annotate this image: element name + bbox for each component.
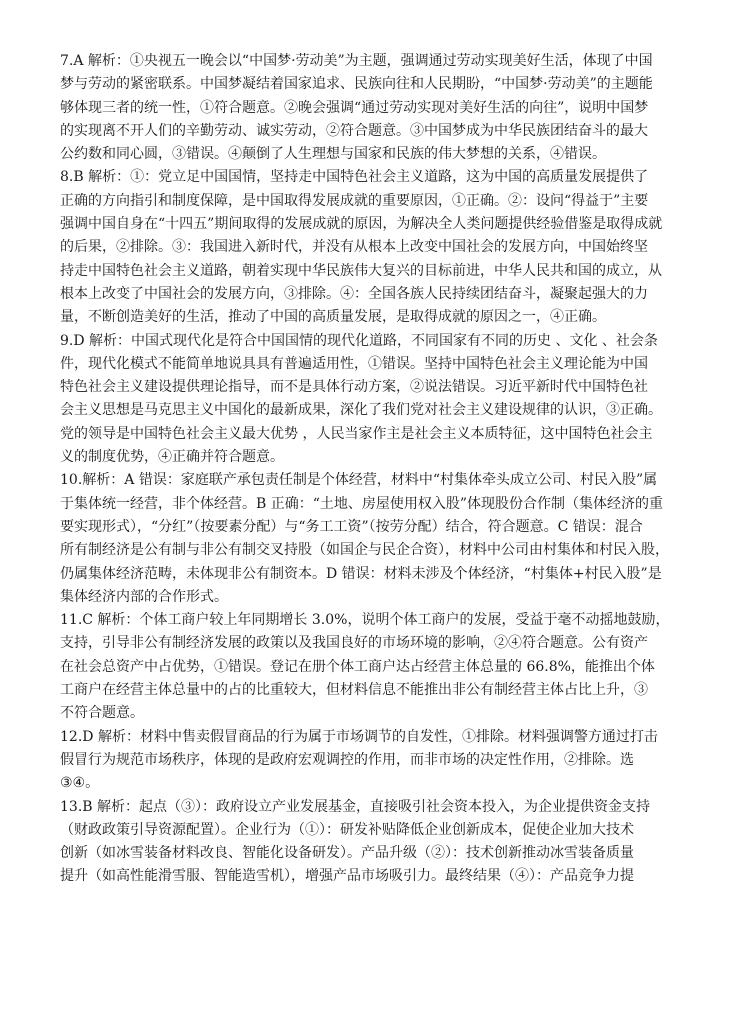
text-line: 根本上改变了中国社会的发展方向，③排除。④：全国各族人民持续团结奋斗，凝聚起强大的力 <box>60 285 648 302</box>
text-line: 仍属集体经济范畴，未体现非公有制资本。D 错误：材料未涉及个体经济，“村集体+村民入股”是 <box>60 565 662 582</box>
answer-explanations <box>60 50 684 889</box>
text-line: 够体现三者的统一性，①符合题意。②晚会强调“通过劳动实现对美好生活的向往”，说明中国梦 <box>60 99 649 116</box>
text-line: 11.C 解析：个体工商户较上年同期增长 3.0%，说明个体工商户的发展，受益于毫不动摇地鼓励， <box>60 612 670 629</box>
text-line: 正确的方向指引和制度保障，是中国取得发展成就的重要原因，①正确。②：设问“得益于”主要 <box>60 192 649 209</box>
text-line: 假冒行为规范市场秩序，体现的是政府宏观调控的作用，而非市场的决定性作用，②排除。选 <box>60 751 634 768</box>
text-line: （财政政策引导资源配置）。企业行为（①）：研发补贴降低企业创新成本，促使企业加大技术 <box>60 821 634 838</box>
text-line: 的实现离不开人们的辛勤劳动、诚实劳动，②符合题意。③中国梦成为中华民族团结奋斗的最大 <box>60 122 648 139</box>
text-line: 在社会总资产中占优势，①错误。登记在册个体工商户达占经营主体总量的 66.8%，能推出个体 <box>60 658 655 675</box>
text-line: 党的领导是中国特色社会主义最大优势 ，人民当家作主是社会主义本质特征，这中国特色社会主 <box>60 425 653 442</box>
text-line: 工商户在经营主体总量中的占的比重较大，但材料信息不能推出非公有制经营主体占比上升，③ <box>60 682 648 699</box>
text-line: 集体经济内部的合作形式。 <box>60 588 228 605</box>
text-line: 10.解析：A 错误：家庭联产承包责任制是个体经营，材料中“村集体牵头成立公司、村民入股”属 <box>60 472 658 489</box>
text-line: 13.B 解析：起点（③）：政府设立产业发展基金，直接吸引社会资本投入，为企业提供资金支持 <box>60 798 651 815</box>
text-line: 12.D 解析：材料中售卖假冒商品的行为属于市场调节的自发性，①排除。材料强调警方通过打击 <box>60 728 658 745</box>
text-line: 于集体统一经营，非个体经营。B 正确：“土地、房屋使用权入股”体现股份合作制（集体经济的重 <box>60 495 664 512</box>
text-line: 创新（如冰雪装备材料改良、智能化设备研发）。产品升级（②）：技术创新推动冰雪装备质量 <box>60 845 634 862</box>
text-line: 支持，引导非公有制经济发展的政策以及我国良好的市场环境的影响，②④符合题意。公有资产 <box>60 635 648 652</box>
text-line: 量，不断创造美好的生活，推动了中国的高质量发展，是取得成就的原因之一，④正确。 <box>60 309 606 326</box>
text-line: 强调中国自身在“十四五”期间取得的发展成就的原因，为解决全人类问题提供经验借鉴是取得成就 <box>60 216 663 233</box>
text-line: 9.D 解析：中国式现代化是符合中国国情的现代化道路，不同国家有不同的历史 、文化 、社会条 <box>60 332 658 349</box>
text-line: 7.A 解析：①央视五一晚会以“中国梦·劳动美”为主题，强调通过劳动实现美好生活，体现了中国 <box>60 53 653 69</box>
text-line: 公约数和同心圆，③错误。④颠倒了人生理想与国家和民族的伟大梦想的关系，④错误。 <box>60 146 606 163</box>
text-line: 义的制度优势，④正确并符合题意。 <box>60 449 284 466</box>
text-line: 梦与劳动的紧密联系。中国梦凝结着国家追求、民族向往和人民期盼，“中国梦·劳动美”的主题能 <box>60 76 653 93</box>
text-line: 不符合题意。 <box>60 705 144 722</box>
text-line: 8.B 解析：①：党立足中国国情，坚持走中国特色社会主义道路，这为中国的高质量发展提供了 <box>60 169 649 186</box>
text-line: 特色社会主义建设提供理论指导，而不是具体行动方案，②说法错误。习近平新时代中国特色社 <box>60 379 648 396</box>
text-line: 所有制经济是公有制与非公有制交叉持股（如国企与民企合资），材料中公司由村集体和村民入股， <box>60 542 669 559</box>
text-line: 提升（如高性能滑雪服、智能造雪机），增强产品市场吸引力。最终结果（④）：产品竞争力提 <box>60 868 634 885</box>
text-line: 的后果，②排除。③：我国进入新时代，并没有从根本上改变中国社会的发展方向，中国始终坚 <box>60 239 648 256</box>
text-line: 要实现形式），“分红”（按要素分配）与“务工工资”（按劳分配）结合，符合题意。C 错误：混合 <box>60 518 643 535</box>
text-line: 持走中国特色社会主义道路，朝着实现中华民族伟大复兴的目标前进，中华人民共和国的成立，从 <box>60 262 662 279</box>
text-line: 件，现代化模式不能简单地说具具有普遍适用性，①错误。坚持中国特色社会主义理论能为中国 <box>60 355 648 372</box>
text-line: 会主义思想是马克思主义中国化的最新成果，深化了我们党对社会主义建设规律的认识，③正确。 <box>60 402 662 419</box>
text-line: ③④。 <box>60 775 100 792</box>
